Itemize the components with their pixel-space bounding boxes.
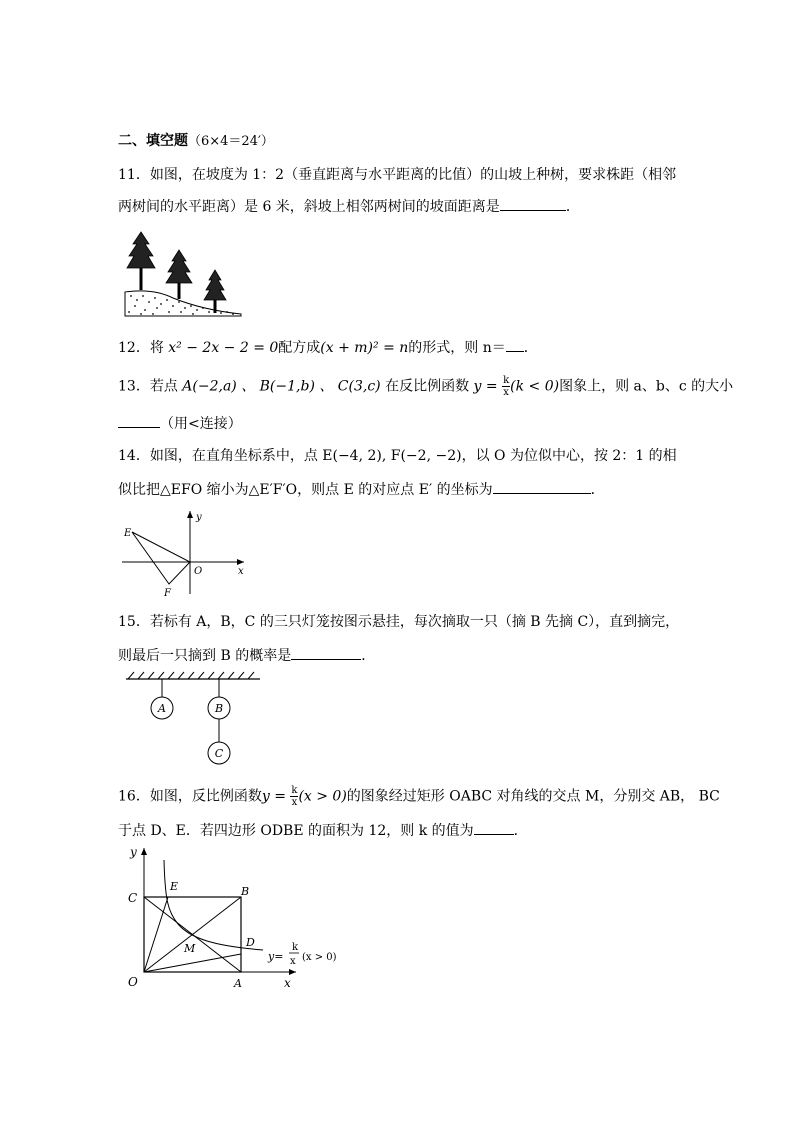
q15-lantern-figure [124,670,264,768]
label-F: F [164,588,171,598]
tree-3 [204,270,226,313]
curve-label-post: (x > 0) [302,952,337,963]
tree-2 [166,250,192,299]
q13-post: 图象上，则 a、b、c 的大小 [559,378,734,395]
label-y: y [130,845,137,859]
label-y: y [196,512,202,523]
q13-func-pre: y = [469,378,503,395]
label-x: x [238,566,244,577]
label-A: A [234,977,242,990]
q14-coordinate-figure [118,506,253,598]
q12-equation: x² − 2x − 2 = 0 [163,340,279,356]
q13-line2-text: （用<连接） [160,416,242,432]
lantern-B-label: B [214,702,224,715]
label-x: x [284,976,291,990]
q13-frac-num: k [503,375,510,386]
q11-text: 两树间的水平距离）是 6 米，斜坡上相邻两树间的坡面距离是 [118,199,500,215]
q16-pre: 16．如图，反比例函数 [118,788,262,805]
q11-answer-blank[interactable] [500,196,566,211]
label-E: E [124,528,132,539]
q16-answer-blank[interactable] [474,820,514,835]
section-heading [118,131,274,152]
segment-OD [144,954,241,972]
q12-line [118,337,538,358]
q12-post: 的形式，则 n＝ [408,340,506,356]
curve-label [267,942,337,967]
q14-answer-blank[interactable] [493,479,591,494]
q16-end: ． [513,823,528,839]
y-axis-arrow [141,848,147,855]
x-axis-arrow [289,969,296,975]
curve-label-pre: y= [268,950,284,963]
lantern-C-label: C [214,747,224,760]
q13-fraction [502,375,510,398]
q13-func-post: (k < 0) [510,378,560,395]
label-O: O [128,975,138,989]
label-C: C [128,891,138,905]
curve-label-num: k [292,942,299,953]
q15-text: 则最后一只摘到 B 的概率是 [118,648,292,664]
q15-answer-blank[interactable] [291,645,361,660]
label-D: D [246,936,255,949]
q16-text: 于点 D、E．若四边形 ODBE 的面积为 12，则 k 的值为 [118,823,474,839]
tree-1 [127,232,155,290]
triangle-EFO [132,532,190,584]
section-score: （6×4＝24′） [188,134,274,149]
q16-func-pre: y = [261,788,291,805]
q12-answer-blank[interactable] [506,337,524,352]
curve-label-den: x [290,956,296,967]
label-O: O [194,566,203,577]
q16-rectangle-figure [118,840,348,995]
q12-pre: 12．将 [118,340,164,356]
q14-line1: 14．如图，在直角坐标系中，点 E(−4, 2), F(−2, −2)，以 O 为位似中心，按 2：1 的相 [118,448,677,464]
q14-line2 [118,479,605,500]
q12-end: ． [523,340,538,356]
lantern-A-label: A [158,702,166,715]
q11-line2 [118,196,580,217]
q16-frac-den: x [291,797,298,808]
q13-line2 [118,413,242,434]
q16-frac-num: k [291,785,298,796]
q13-pre: 13．若点 [118,378,178,395]
q16-func-post: (x > 0) [298,788,347,805]
section-title: 二、填空题 [118,133,188,149]
q13-points: A(−2,a) 、 B(−1,b) 、 C(3,c) [177,378,386,395]
q14-text: 似比把△EFO 缩小为△E′F′O，则点 E 的对应点 E′ 的坐标为 [118,482,493,498]
q11-line1: 11．如图，在坡度为 1：2（垂直距离与水平距离的比值）的山坡上种树，要求株距（相邻 [118,167,677,183]
label-B: B [241,885,250,898]
x-axis-arrow [237,559,244,565]
q13-answer-blank[interactable] [118,413,160,428]
q16-post: 的图象经过矩形 OABC 对角线的交点 M，分别交 AB， BC [346,788,720,805]
q15-end: ． [361,648,376,664]
q14-end: ． [590,482,605,498]
y-axis-arrow [187,511,193,518]
q15-line1: 15．若标有 A，B，C 的三只灯笼按图示悬挂，每次摘取一只（摘 B 先摘 C），直到摘完， [118,614,680,630]
q12-form: (x + m)² = n [320,340,409,356]
slope-ground [125,291,241,316]
q11-end: ． [565,199,580,215]
q16-line1 [118,785,720,808]
q11-slope-figure [123,230,245,318]
segment-OE [144,897,168,972]
q16-line2 [118,820,528,841]
q15-line2 [118,645,375,666]
q12-mid: 配方成 [278,340,321,356]
ceiling-hatching [128,672,254,679]
label-M: M [184,942,196,955]
q13-frac-den: x [503,387,509,398]
q13-line1 [118,375,733,398]
q13-mid: 在反比例函数 [385,378,470,395]
label-E: E [170,880,179,893]
